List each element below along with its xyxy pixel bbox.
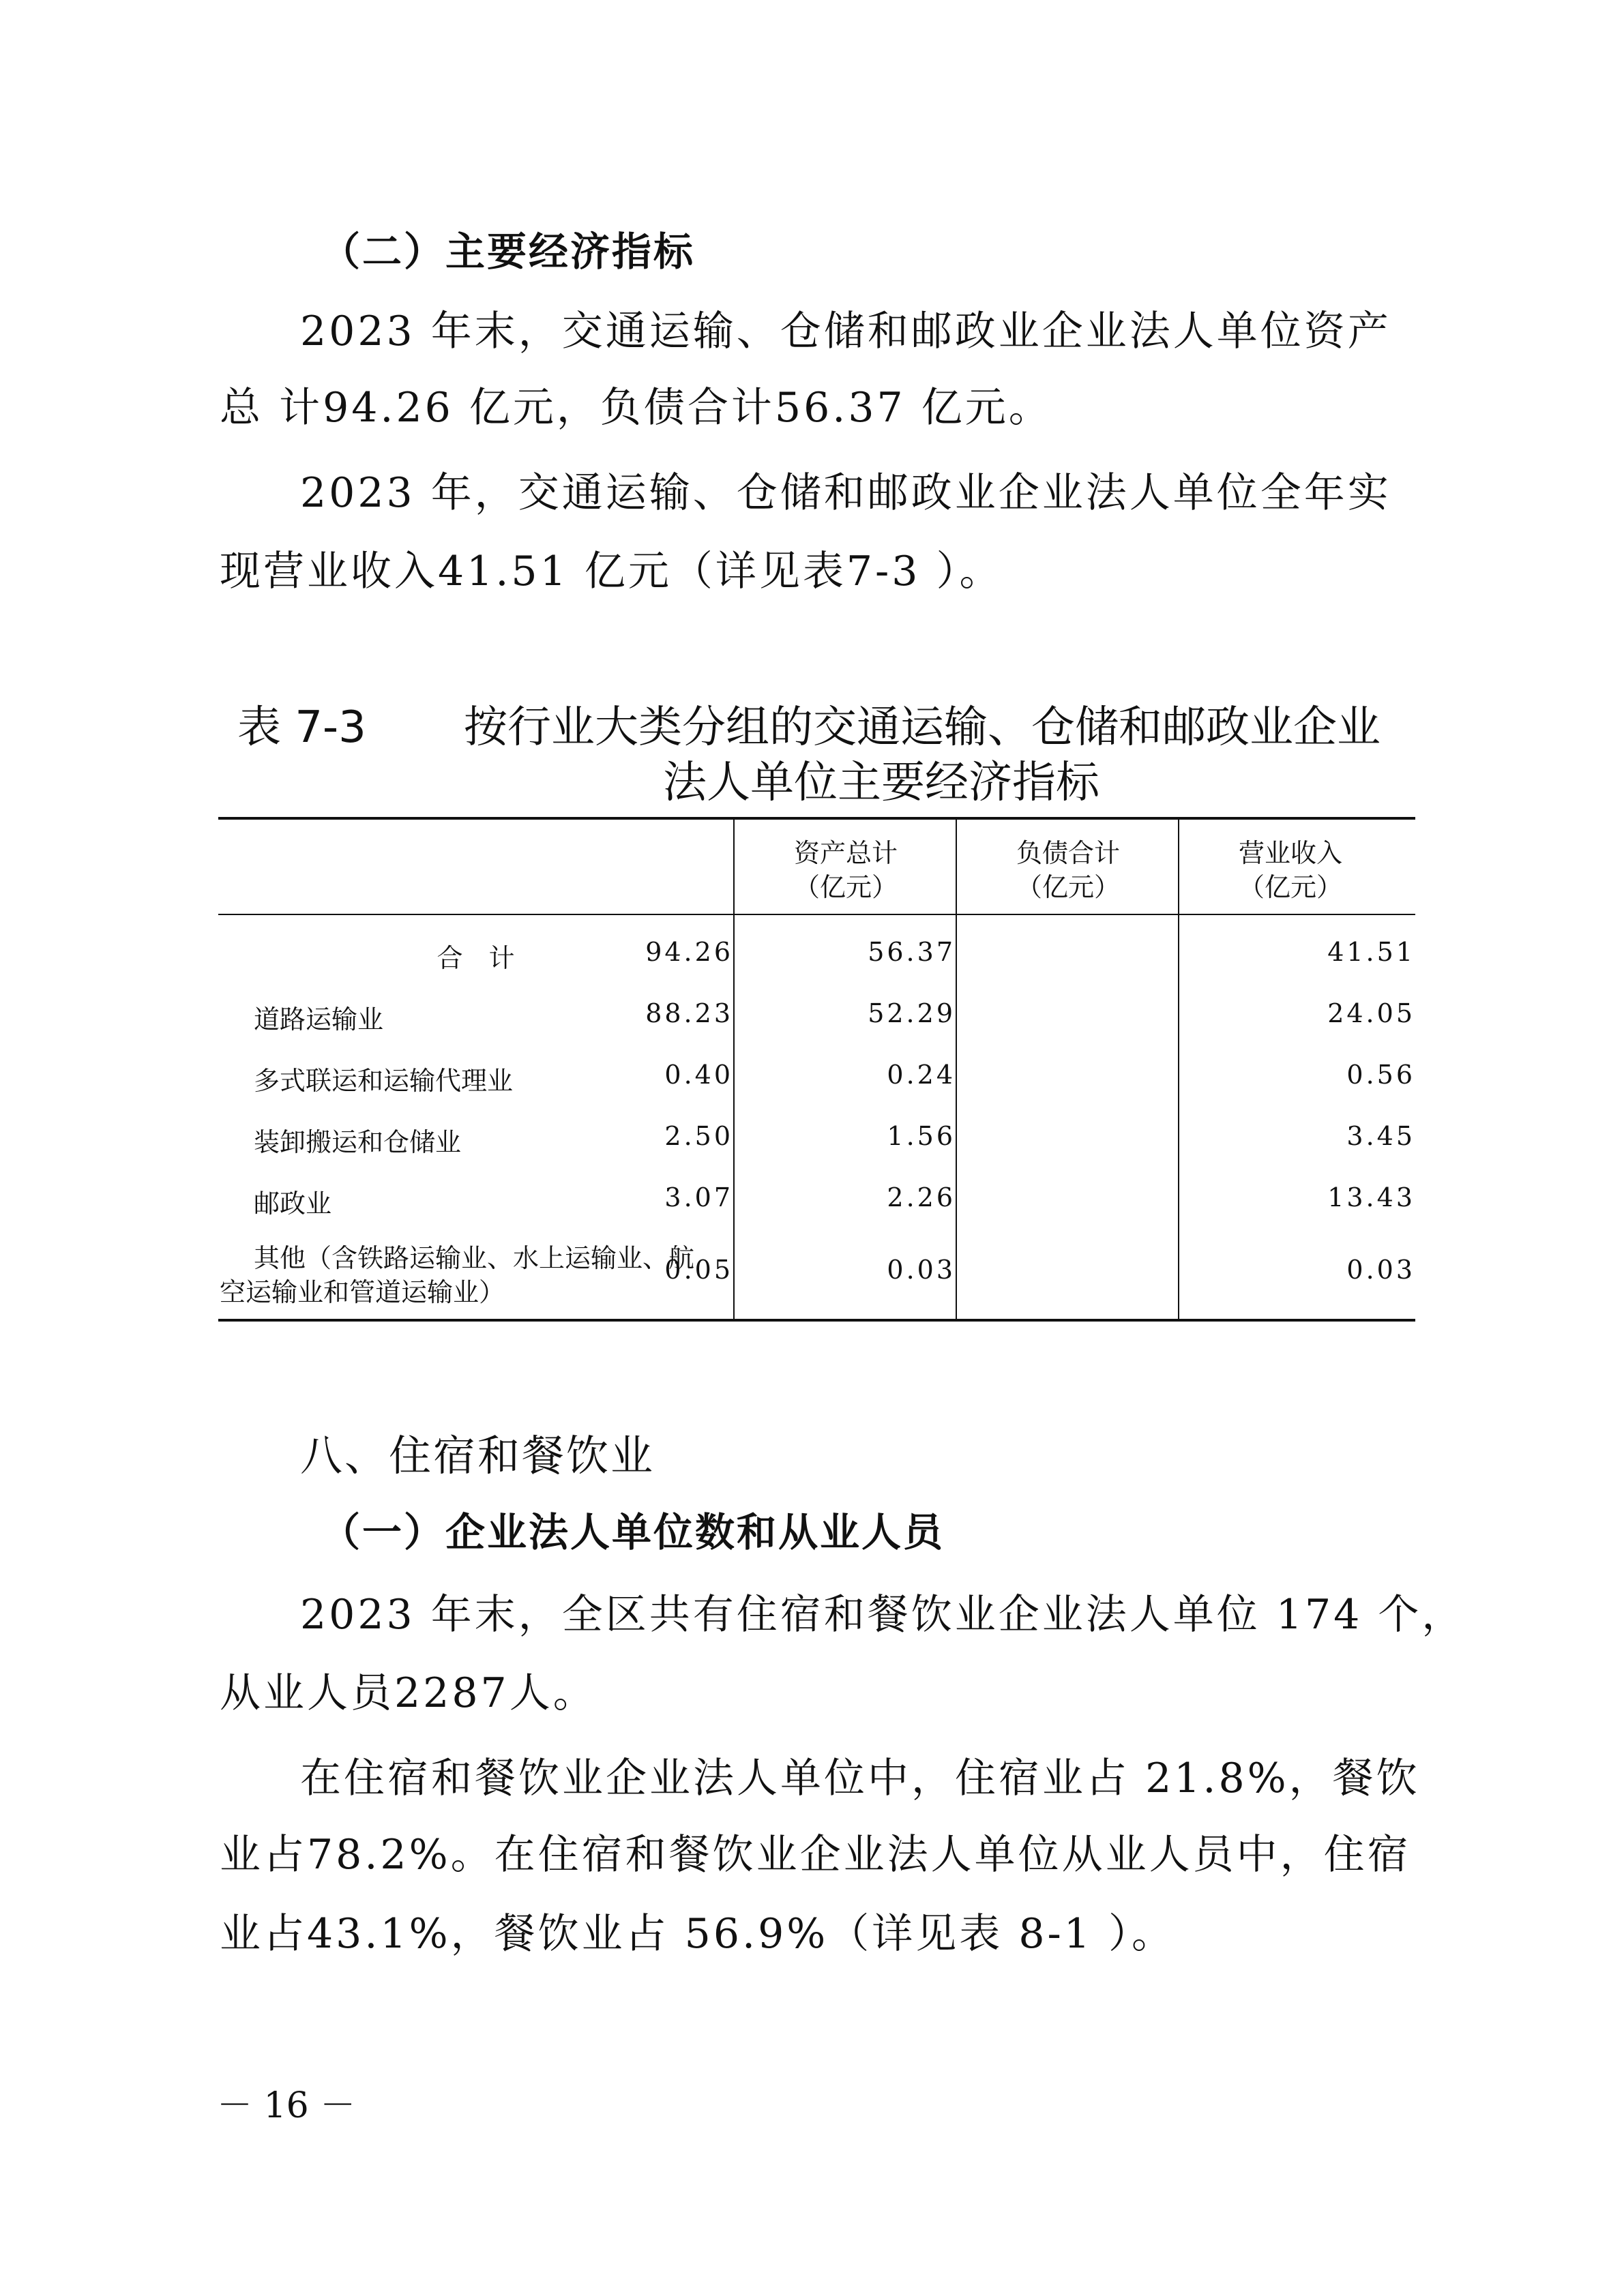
paragraph-share-line1: 在住宿和餐饮业企业法人单位中，住宿业占 21.8%，餐饮 [300, 1755, 1420, 1802]
column-header-name: 营业收入 [1238, 838, 1342, 868]
cell-value: 88.23 [645, 998, 733, 1028]
paragraph-units-line1: 2023 年末，全区共有住宿和餐饮业企业法人单位 174 个， [300, 1591, 1466, 1639]
row-label-loading-storage: 装卸搬运和仓储业 [254, 1127, 462, 1157]
cell-value: 41.51 [1327, 937, 1415, 967]
cell-value: 2.50 [664, 1121, 733, 1151]
cell-value: 52.29 [868, 998, 956, 1028]
cell-value: 94.26 [645, 937, 733, 967]
column-header-operating-revenue [1179, 836, 1402, 904]
column-header-total-assets [735, 836, 957, 904]
paragraph-units-line2: 从业人员2287人。 [220, 1669, 597, 1717]
cell-value: 1.56 [887, 1121, 956, 1151]
cell-value: 3.45 [1346, 1121, 1415, 1151]
economic-indicators-table [218, 817, 1415, 1322]
row-label-total: 合 计 [437, 943, 515, 973]
cell-value: 0.40 [664, 1060, 733, 1090]
paragraph-revenue-line2: 现营业收入41.51 亿元（详见表7-3 ）。 [220, 548, 1003, 595]
row-label-postal: 邮政业 [254, 1189, 332, 1219]
section-heading-main-indicators: （二）主要经济指标 [321, 228, 696, 275]
row-label-other-line1: 其他（含铁路运输业、水上运输业、航 [254, 1243, 695, 1273]
cell-value: 0.03 [1346, 1255, 1415, 1285]
column-header-unit: （亿元） [1238, 872, 1342, 902]
row-label-multimodal: 多式联运和运输代理业 [254, 1066, 514, 1096]
cell-value: 3.07 [664, 1182, 733, 1212]
paragraph-revenue-line1: 2023 年，交通运输、仓储和邮政业企业法人单位全年实 [300, 469, 1391, 517]
column-header-name: 资产总计 [793, 838, 898, 868]
paragraph-assets-line1: 2023 年末，交通运输、仓储和邮政业企业法人单位资产 [300, 308, 1391, 355]
cell-value: 24.05 [1327, 998, 1415, 1028]
cell-value: 56.37 [868, 937, 956, 967]
paragraph-share-line2: 业占78.2%。在住宿和餐饮业企业法人单位从业人员中，住宿 [220, 1831, 1411, 1879]
cell-value: 2.26 [887, 1182, 956, 1212]
cell-value: 0.24 [887, 1060, 956, 1090]
paragraph-assets-line2: 总 计94.26 亿元，负债合计56.37 亿元。 [220, 384, 1052, 432]
column-header-total-liabilities [957, 836, 1179, 904]
cell-value: 0.56 [1346, 1060, 1415, 1090]
cell-value: 0.05 [664, 1255, 733, 1285]
table-title-line1: 按行业大类分组的交通运输、仓储和邮政业企业 [464, 702, 1381, 753]
page-number: － 16 － [217, 2085, 356, 2126]
column-header-unit: （亿元） [1016, 872, 1120, 902]
cell-value: 13.43 [1327, 1182, 1415, 1212]
row-label-road-transport: 道路运输业 [254, 1004, 384, 1034]
column-header-name: 负债合计 [1016, 838, 1120, 868]
table-header-divider [218, 914, 1415, 915]
column-header-unit: （亿元） [793, 872, 898, 902]
subsection-heading-units-employees: （一）企业法人单位数和从业人员 [321, 1509, 945, 1555]
paragraph-share-line3: 业占43.1%，餐饮业占 56.9%（详见表 8-1 ）。 [220, 1910, 1176, 1958]
cell-value: 0.03 [887, 1255, 956, 1285]
table-title-line2: 法人单位主要经济指标 [663, 758, 1099, 808]
table-number: 表 7-3 [237, 702, 366, 753]
row-label-other-line2: 空运输业和管道运输业） [220, 1277, 505, 1307]
section-heading-accommodation-catering: 八、住宿和餐饮业 [300, 1431, 655, 1480]
